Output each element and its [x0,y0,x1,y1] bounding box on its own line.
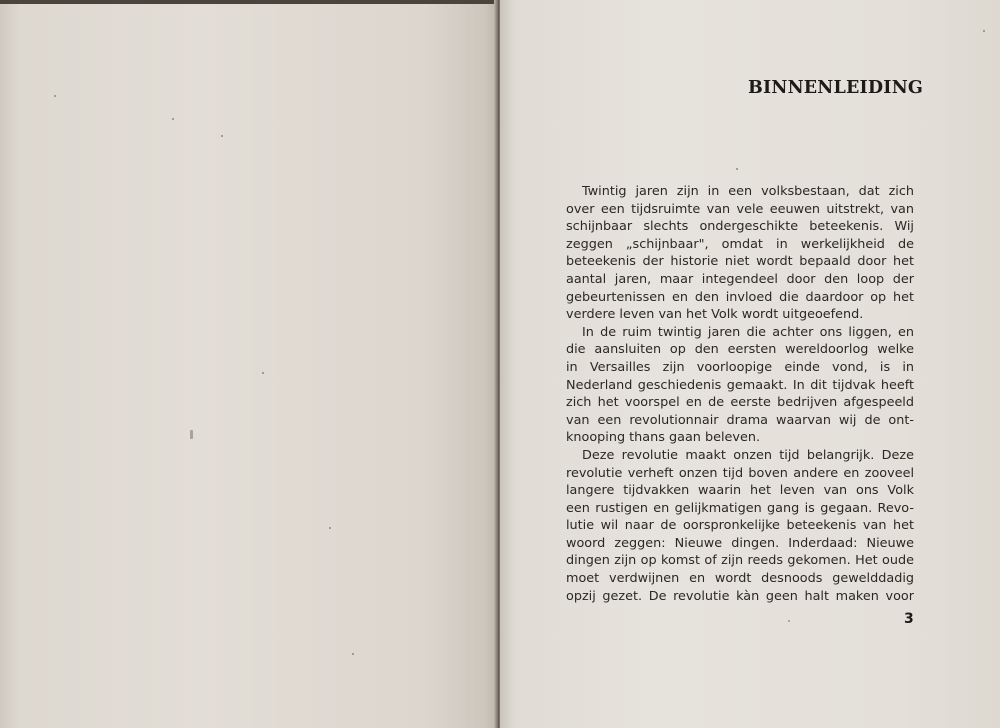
text-line: Deze revolutie maakt onzen tijd belangrijk. Deze [582,447,914,463]
text-line: gebeurtenissen en den invloed die daardoor op het [566,289,914,305]
text-line: In de ruim twintig jaren die achter ons liggen, en [582,324,914,340]
text-line: knooping thans gaan beleven. [566,430,761,446]
text-line: moet verdwijnen en wordt desnoods gewelddadig [566,571,914,587]
paper-speck [221,135,223,137]
text-line: schijnbaar slechts ondergeschikte beteekenis. Wij [566,219,914,235]
chapter-heading: BINNENLEIDING [748,78,924,98]
left-page-top-edge [0,0,500,4]
text-line: een rustigen en gelijkmatigen gang is gegaan. Revo- [566,500,914,516]
text-line: zeggen „schijnbaar", omdat in werkelijkheid de [566,236,914,252]
paper-speck [736,168,738,170]
text-line: over een tijdsruimte van vele eeuwen uitstrekt, van [566,201,914,217]
paper-speck [983,30,985,32]
text-line: van een revolutionnair drama waarvan wij de ont- [566,412,914,428]
paper-speck [352,653,354,655]
text-line: Twintig jaren zijn in een volksbestaan, dat zich [582,184,914,199]
text-line: dingen zijn op komst of zijn reeds gekomen. Het oude [566,553,914,569]
page-number: 3 [904,611,914,627]
text-line: opzij gezet. De revolutie kàn geen halt maken voor [566,588,914,604]
text-line: revolutie verheft onzen tijd boven andere en zooveel [566,465,914,481]
text-line: langere tijdvakken waarin het leven van ons Volk [566,483,914,499]
text-line: die aansluiten op den eersten wereldoorlog welke [566,342,914,358]
paper-speck [190,430,193,439]
text-line: aantal jaren, maar integendeel door den loop der [566,271,914,287]
text-line: woord zeggen: Nieuwe dingen. Inderdaad: Nieuwe [566,535,914,551]
text-line: zich het voorspel en de eerste bedrijven afgespeeld [566,395,914,411]
paper-speck [54,95,56,97]
paper-speck [172,118,174,120]
paper-speck [262,372,264,374]
text-line: lutie wil naar de oorspronkelijke beteekenis van het [566,518,914,534]
paper-speck [788,620,790,622]
text-line: beteekenis der historie niet wordt bepaald door het [566,254,914,270]
text-line: in Versailles zijn voorloopige einde vond, is in [566,359,914,375]
text-line: Nederland geschiedenis gemaakt. In dit tijdvak heeft [566,377,914,393]
text-line: verdere leven van het Volk wordt uitgeoefend. [566,307,864,323]
body-text [566,183,914,605]
paper-speck [329,527,331,529]
